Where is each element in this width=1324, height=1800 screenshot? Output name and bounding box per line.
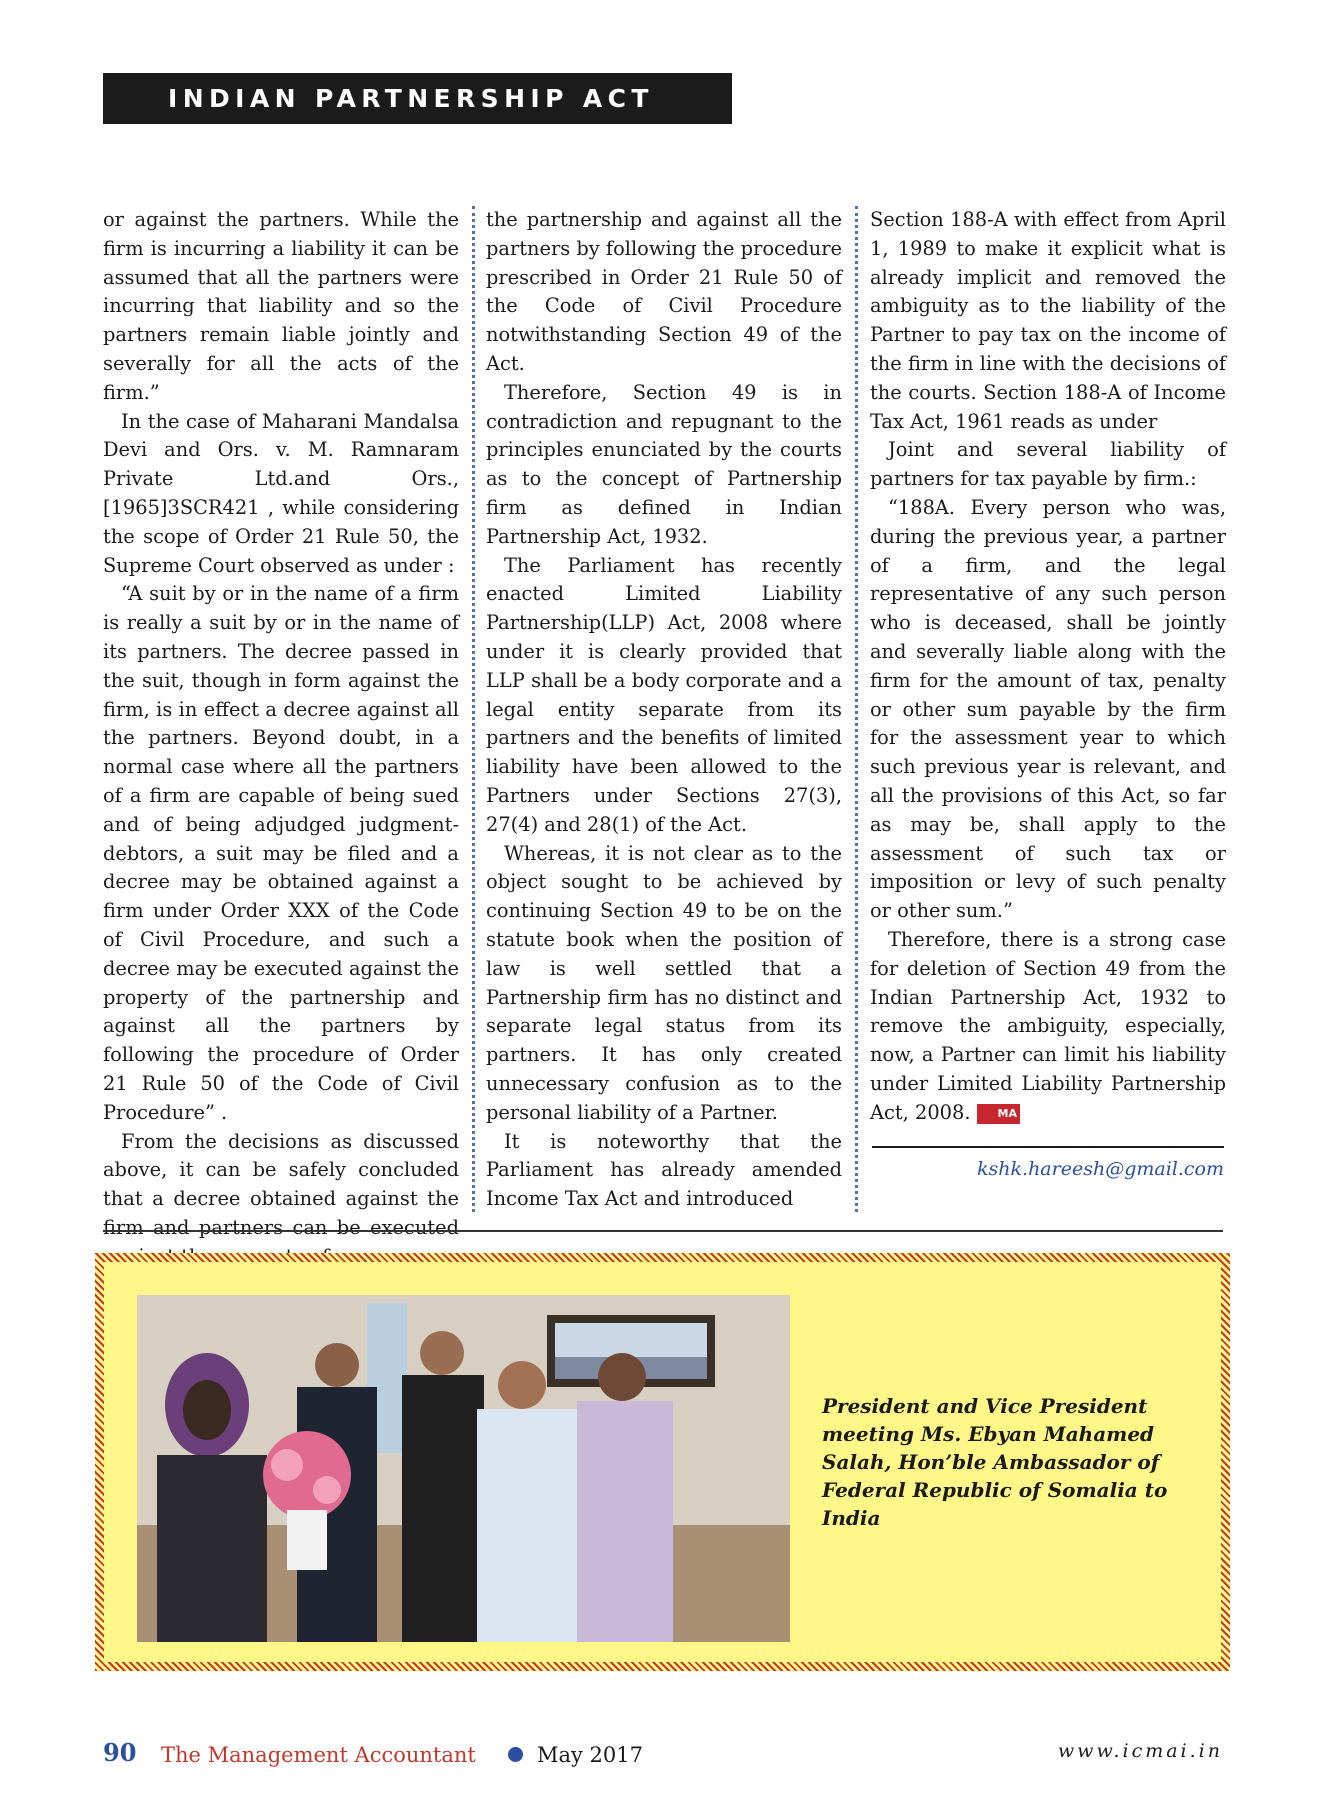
section-header-bar	[103, 73, 732, 124]
closing-text: Therefore, there is a strong case for deletion of Section 49 from the Indian Partnership Act, 1932 to remove the ambiguity, especially, now, a Partner can limit his liability under Limited Liability Partnership Act, 2008.	[870, 927, 1226, 1124]
article-body	[103, 206, 1226, 1239]
paragraph: Therefore, Section 49 is in contradiction and repugnant to the principles enunciated by the courts as to the concept of Partnership firm as defined in Indian Partnership Act, 1932.	[486, 380, 842, 548]
paragraph: The Parliament has recently enacted Limited Liability Partnership(LLP) Act, 2008 where under it is clearly provided that LLP shall be a body corporate and a legal entity separate from its partners and the benefits of limited liability have been allowed to the Partners under Sections 27(3), 27(4) and 28(1) of the Act.	[486, 553, 842, 836]
paragraph: From the decisions as discussed above, it can be safely concluded that a decree obtained against the firm and partners can be executed	[103, 1129, 459, 1239]
paragraph: In the case of Maharani Mandalsa Devi and Ors. v. M. Ramnaram Private Ltd.and Ors., [1965]3SCR421 , while considering the scope of Order 21 Rule 50, the Supreme Court observed as under :	[103, 409, 459, 577]
article-column-1	[103, 206, 459, 1271]
website-link[interactable]: www.icmai.in	[1057, 1740, 1223, 1762]
bullet-dot-icon	[508, 1747, 523, 1762]
paragraph	[870, 926, 1226, 1128]
article-column-3	[870, 206, 1226, 1128]
paragraph: or against the partners. While the firm is incurring a liability it can be assumed that all the partners were incurring that liability and so the partners remain liable jointly and severally for all the acts of the firm.”	[103, 208, 459, 404]
page-number: 90	[103, 1738, 137, 1767]
meeting-photo	[137, 1295, 790, 1642]
paragraph: Joint and several liability of partners for tax payable by firm.:	[870, 438, 1226, 491]
meeting-photo-illustration	[137, 1295, 790, 1642]
photo-feature-box	[95, 1253, 1230, 1671]
photo-caption: President and Vice President meeting Ms. Ebyan Mahamed Salah, Hon’ble Ambassador of Federal Republic of Somalia to India	[822, 1394, 1168, 1530]
ma-end-mark-logo: MA	[977, 1104, 1020, 1124]
issue-date: May 2017	[537, 1743, 644, 1767]
author-email[interactable]: kshk.hareesh@gmail.com	[977, 1158, 1224, 1180]
column-divider	[855, 206, 858, 1212]
article-column-2	[486, 206, 842, 1214]
quote-paragraph: “A suit by or in the name of a firm is really a suit by or in the name of its partners. The decree passed in the suit, though in form against the firm, is in effect a decree against all the partners. Beyond doubt, in a normal case where all the partners of a firm are capable of being sued and of being adjudged judgment-debtors, a suit may be filed and a decree may be obtained against a firm under Order XXX of the Code of Civil Procedure, and such a decree may be executed against the property of the partnership and against all the partners by following the procedure of Order 21 Rule 50 of the Code of Civil Procedure” .	[103, 582, 459, 1124]
paragraph: Whereas, it is not clear as to the object sought to be achieved by continuing Section 49 to be on the statute book when the position of law is well settled that a Partnership firm has no distinct and separate legal status from its partners. It has only created unnecessary confusion as to the personal liability of a Partner.	[486, 841, 842, 1124]
quote-paragraph: “188A. Every person who was, during the previous year, a partner of a firm, and the legal representative of any such person who is deceased, shall be jointly and severally liable along with the firm for the amount of tax, penalty or other sum payable by the firm for the assessment year to which such previous year is relevant, and all the provisions of this Act, so far as may be, shall apply to the assessment of such tax or imposition or levy of such penalty or other sum.”	[870, 495, 1226, 923]
page-footer	[103, 1738, 1223, 1772]
column-divider	[472, 206, 475, 1212]
section-divider	[103, 1230, 1223, 1232]
author-rule	[872, 1146, 1224, 1148]
publication-name: The Management Accountant	[161, 1743, 476, 1767]
section-title: INDIAN PARTNERSHIP ACT	[168, 84, 654, 113]
paragraph: It is noteworthy that the Parliament has already amended Income Tax Act and introduced	[486, 1129, 842, 1211]
paragraph: the partnership and against all the partners by following the procedure prescribed in Order 21 Rule 50 of the Code of Civil Procedure notwithstanding Section 49 of the Act.	[486, 208, 842, 375]
paragraph: Section 188-A with effect from April 1, 1989 to make it explicit what is already implicit and removed the ambiguity as to the liability of the Partner to pay tax on the income of the firm in line with the decisions of the courts. Section 188-A of Income Tax Act, 1961 reads as under	[870, 208, 1226, 433]
